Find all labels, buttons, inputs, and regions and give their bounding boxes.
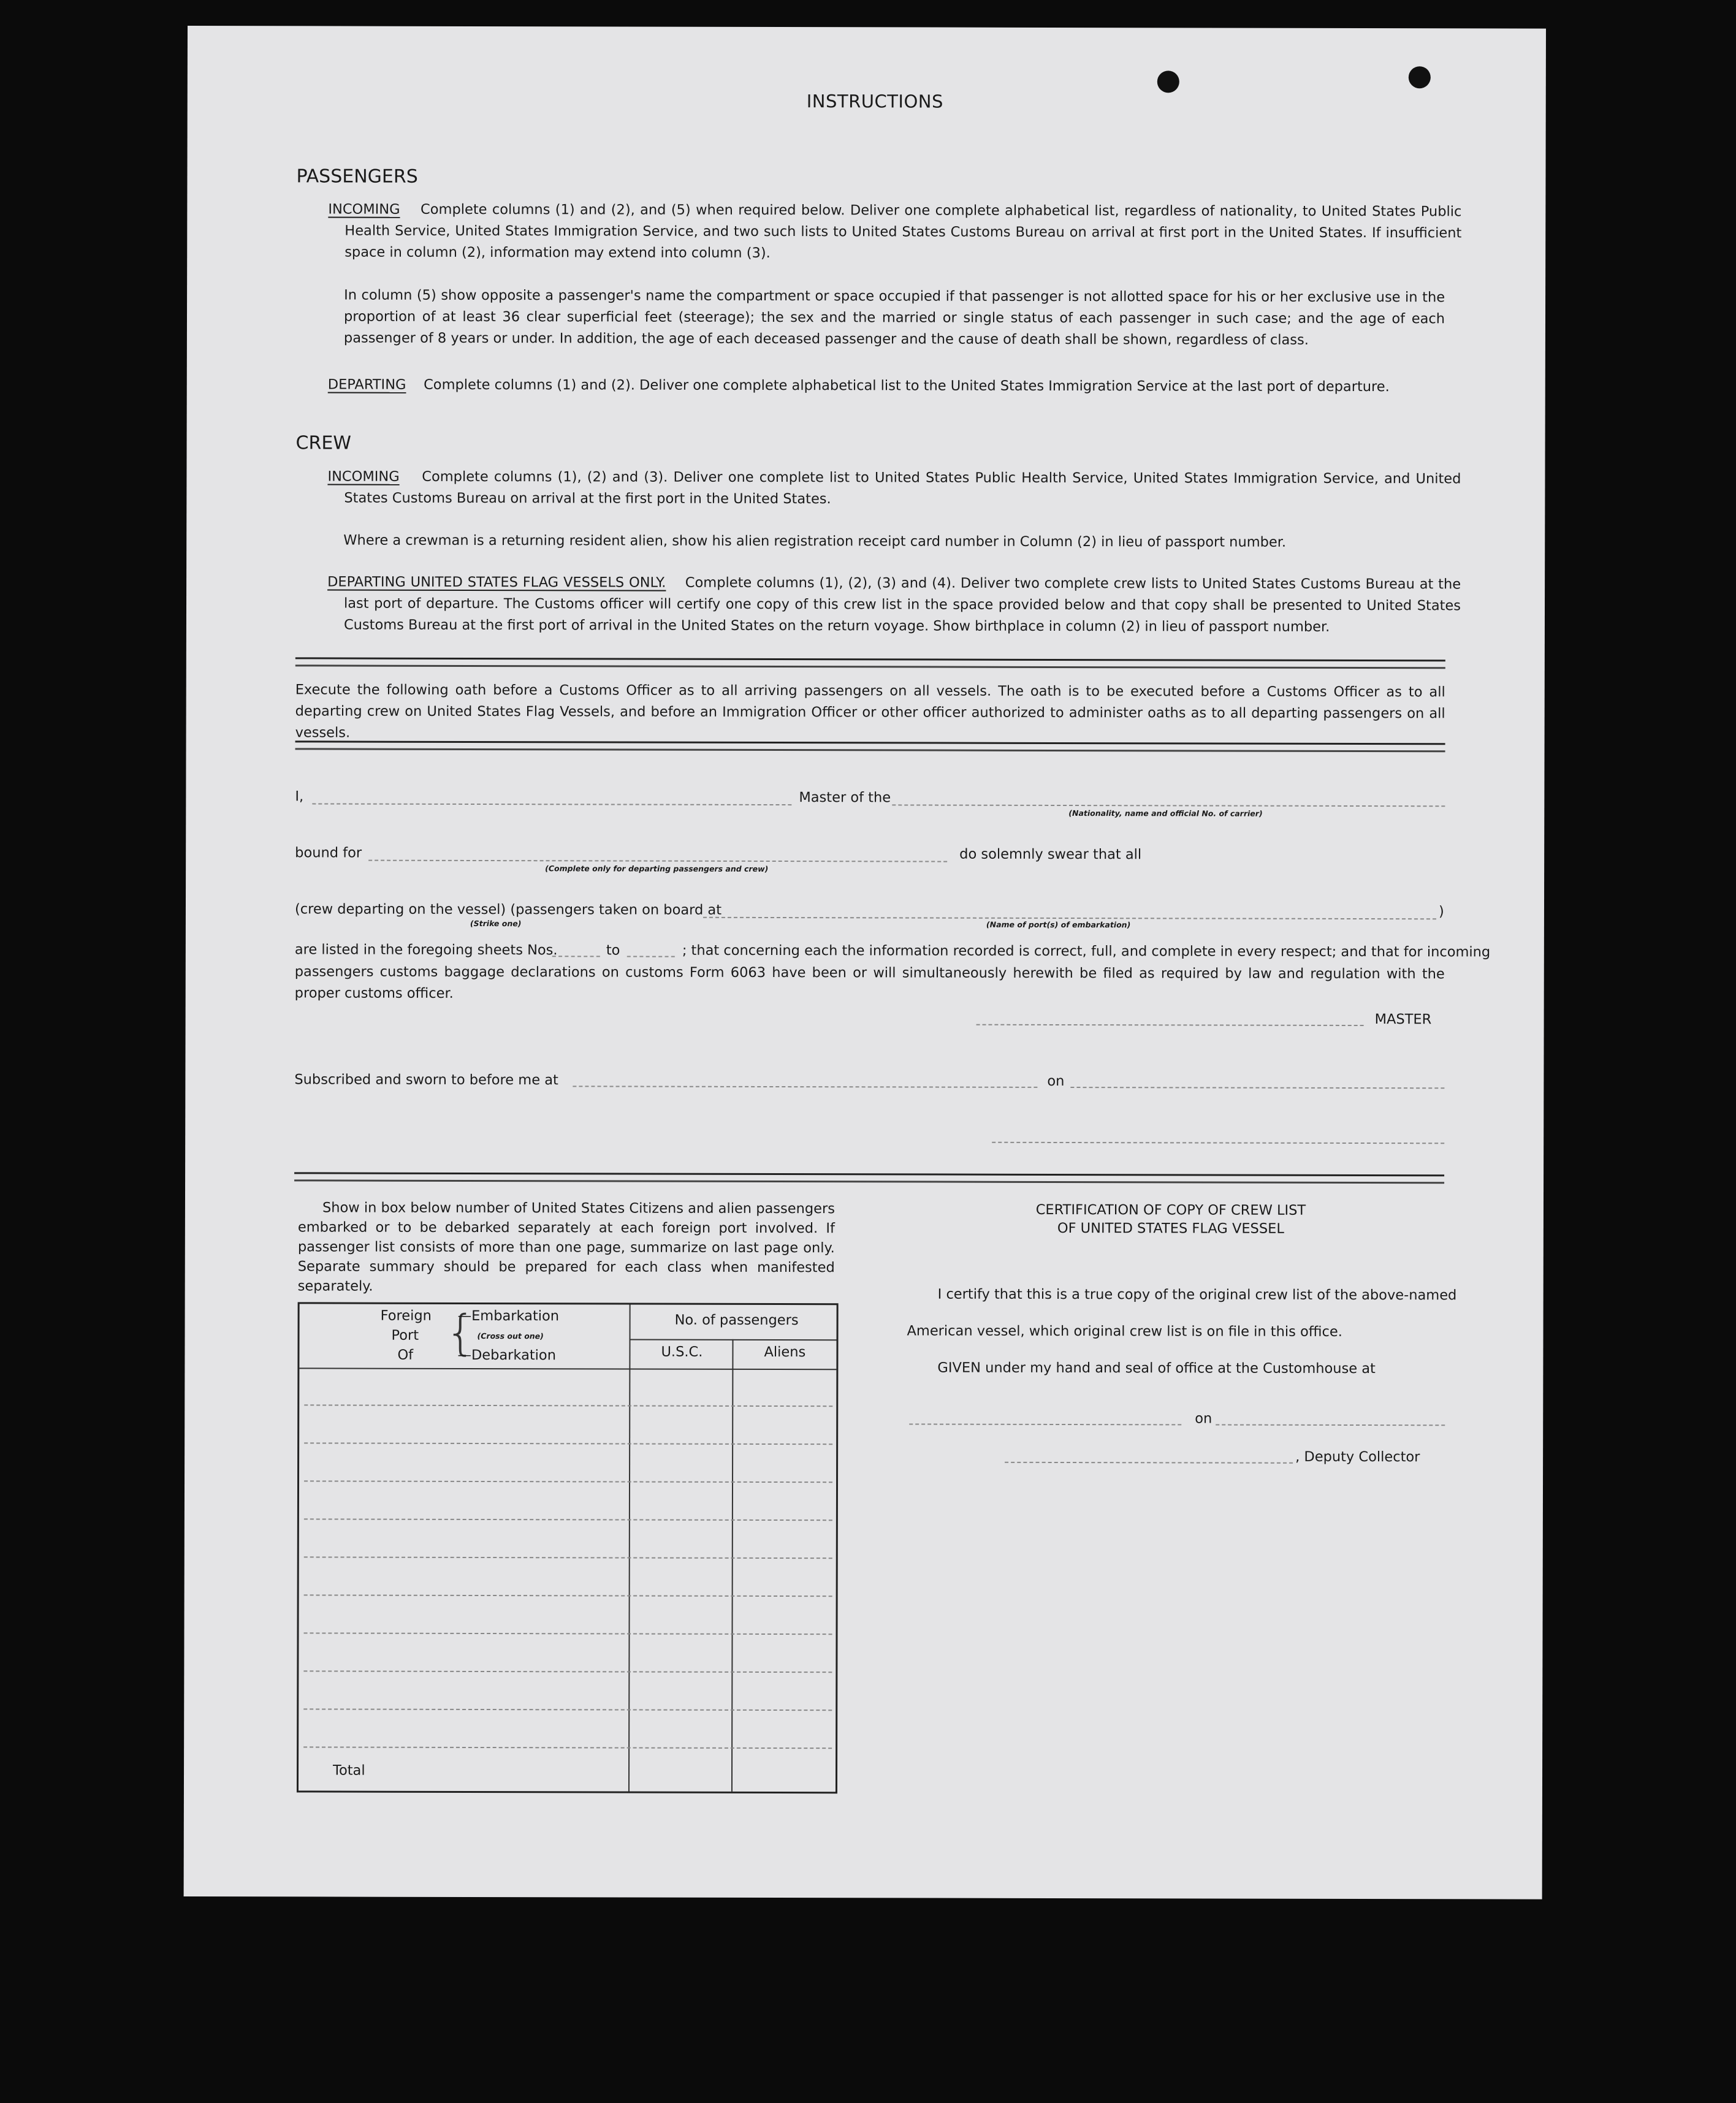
cross-out-note: (Cross out one) xyxy=(477,1331,544,1341)
deputy-collector-label: , Deputy Collector xyxy=(1295,1448,1420,1466)
given-text: GIVEN under my hand and seal of office at the Customhouse at xyxy=(937,1360,1376,1377)
punch-hole xyxy=(1409,66,1431,88)
table-row[interactable] xyxy=(304,1594,832,1597)
crew-incoming-text: Complete columns (1), (2) and (3). Deliver one complete list to United States Public Health Service, United States Immigration Service, and United States Customs Bureau on arrival at the first port in the United States. xyxy=(344,468,1461,508)
summary-rows xyxy=(300,1304,837,1305)
table-row[interactable] xyxy=(304,1556,832,1559)
oath-i-label: I, xyxy=(295,788,304,805)
sheets-suffix: ; that concerning each the information recorded is correct, full, and complete in every respect; and that for incoming xyxy=(682,942,1491,960)
sheets-continued: passengers customs baggage declarations on customs Form 6063 have been or will simultaneously herewith be filed as required by law and regulation with the proper customs officer. xyxy=(294,964,1445,1002)
subscribed-place-field[interactable] xyxy=(573,1086,1037,1088)
page-title: INSTRUCTIONS xyxy=(806,91,943,112)
master-of-the-label: Master of the xyxy=(799,789,891,806)
departing-note: (Complete only for departing passengers and crew) xyxy=(545,864,769,873)
table-row[interactable] xyxy=(303,1708,832,1711)
table-row[interactable] xyxy=(304,1442,832,1445)
certify-line2: American vessel, which original crew list is on file in this office. xyxy=(907,1323,1342,1340)
double-rule xyxy=(295,657,1445,669)
column-divider xyxy=(628,1305,631,1792)
col-of: Of xyxy=(397,1347,414,1363)
carrier-field[interactable] xyxy=(892,804,1445,807)
close-paren: ) xyxy=(1438,903,1444,920)
crew-heading: CREW xyxy=(295,432,352,454)
crew-incoming-paragraph xyxy=(327,466,1461,511)
departing-text: Complete columns (1) and (2). Deliver one complete alphabetical list to the United States Immigration Service at the last port of departure. xyxy=(424,376,1390,395)
usc-header: U.S.C. xyxy=(661,1344,703,1360)
table-row[interactable] xyxy=(304,1632,832,1635)
destination-field[interactable] xyxy=(368,860,947,862)
sheets-prefix: are listed in the foregoing sheets Nos. xyxy=(294,941,558,959)
double-rule xyxy=(295,740,1445,752)
embarkation-label: —Embarkation xyxy=(457,1307,560,1325)
crew-incoming-label: INCOMING xyxy=(327,468,400,485)
deputy-signature-field[interactable] xyxy=(1005,1462,1293,1464)
crew-departing-label: DEPARTING UNITED STATES FLAG VESSELS ONLY. xyxy=(327,574,666,591)
oath-instruction: Execute the following oath before a Customs Officer as to all arriving passengers on all vessels. The oath is to be executed before a Customs Officer as to all departing crew on United States Flag Vessels, and before an Immigration Officer or other officer authorized to administer oaths as to all departing passengers on all vessels. xyxy=(295,682,1445,741)
table-row[interactable] xyxy=(304,1404,832,1407)
cert-on-label: on xyxy=(1195,1410,1213,1427)
double-rule xyxy=(294,1172,1444,1184)
embarkation-ports-field[interactable] xyxy=(703,917,1436,920)
subscribed-date-field[interactable] xyxy=(1070,1087,1444,1089)
passenger-summary-table xyxy=(297,1302,839,1793)
officer-signature-field[interactable] xyxy=(992,1142,1444,1144)
ports-note: (Name of port(s) of embarkation) xyxy=(986,919,1131,930)
table-row[interactable] xyxy=(303,1746,832,1749)
column-divider xyxy=(731,1339,734,1792)
incoming-text: Complete columns (1) and (2), and (5) when required below. Deliver one complete alphabetical list, regardless of nationality, to United States Public Health Service, United States Immigration Service, and two such lists to United States Customs Bureau on arrival at first port in the United States. If insufficient space in column (2), information may extend into column (3). xyxy=(345,201,1462,261)
brace-glyph: { xyxy=(445,1305,476,1361)
sheet-from-field[interactable] xyxy=(552,956,600,957)
debarkation-label: —Debarkation xyxy=(457,1347,557,1364)
passengers-departing-paragraph xyxy=(328,374,1445,398)
cert-date-field[interactable] xyxy=(1216,1424,1445,1426)
aliens-header: Aliens xyxy=(764,1344,806,1361)
to-label: to xyxy=(606,942,620,959)
incoming-label: INCOMING xyxy=(328,201,400,218)
on-label: on xyxy=(1047,1073,1065,1089)
table-row[interactable] xyxy=(304,1480,832,1483)
col-foreign: Foreign xyxy=(380,1307,432,1324)
crew-departing-paragraph xyxy=(327,571,1461,638)
punch-hole xyxy=(1157,70,1179,93)
crew-departing-text: Complete columns (1), (2), (3) and (4). Deliver two complete crew lists to United States Customs Bureau at the last port of departure. The Customs officer will certify one copy of this crew list in the space provided below and that copy shall be presented to United States Customs Bureau at the first port of arrival in the United States on the return voyage. Show birthplace in column (2) in lieu of passport number. xyxy=(343,574,1461,635)
strike-note: (Strike one) xyxy=(470,918,522,929)
certification-heading-line2: OF UNITED STATES FLAG VESSEL xyxy=(1057,1220,1284,1237)
subscribed-label: Subscribed and sworn to before me at xyxy=(294,1071,558,1089)
table-row[interactable] xyxy=(304,1518,832,1521)
carrier-note: (Nationality, name and official No. of carrier) xyxy=(1068,808,1263,818)
bound-for-label: bound for xyxy=(295,845,362,861)
crew-passengers-option: (crew departing on the vessel) (passengers taken on board at xyxy=(294,901,722,918)
master-signature-field[interactable] xyxy=(976,1024,1364,1026)
swear-text: do solemnly swear that all xyxy=(959,846,1142,863)
departing-label: DEPARTING xyxy=(327,376,406,393)
document-page xyxy=(184,26,1546,1900)
customhouse-field[interactable] xyxy=(909,1423,1181,1425)
column5-paragraph: In column (5) show opposite a passenger's name the compartment or space occupied if that passenger is not allotted space for his or her exclusive use in the proportion of at least 36 clear superficial feet (steerage); the sex and the married or single status of each passenger in such case; and the age of each passenger of 8 years or under. In addition, the age of each deceased passenger and the cause of death shall be shown, regardless of class. xyxy=(343,287,1445,348)
certify-line1: I certify that this is a true copy of the original crew list of the above-named xyxy=(937,1286,1457,1304)
master-label: MASTER xyxy=(1374,1011,1432,1028)
sheet-to-field[interactable] xyxy=(627,956,675,957)
passengers-incoming-paragraph xyxy=(328,199,1461,265)
header-bottom-rule xyxy=(299,1367,836,1370)
total-label: Total xyxy=(333,1762,365,1779)
no-passengers-header: No. of passengers xyxy=(674,1312,799,1329)
certification-heading-line1: CERTIFICATION OF COPY OF CREW LIST xyxy=(1035,1201,1306,1219)
master-name-field[interactable] xyxy=(312,803,791,805)
table-row[interactable] xyxy=(303,1670,832,1673)
passengers-heading: PASSENGERS xyxy=(296,165,418,188)
col-port: Port xyxy=(391,1327,419,1344)
header-divider xyxy=(630,1339,837,1341)
resident-alien-paragraph: Where a crewman is a returning resident alien, show his alien registration receipt card number in Column (2) in lieu of passport number. xyxy=(343,532,1287,550)
summary-instruction: Show in box below number of United States Citizens and alien passengers embarked or to be debarked separately at each foreign port involved. If passenger list consists of more than one page, summarize on last page only. Separate summary should be prepared for each class when manifested separately. xyxy=(297,1200,835,1295)
